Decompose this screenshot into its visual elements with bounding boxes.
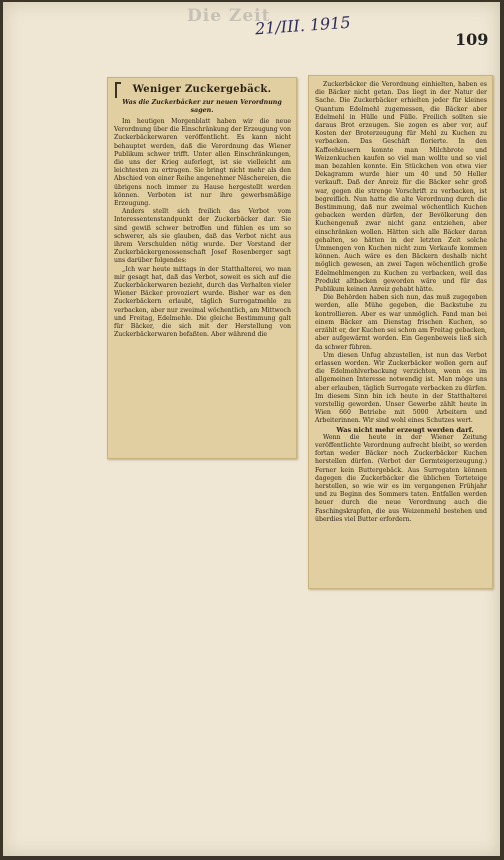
paragraph: Anders stellt sich freilich das Verbot vom Interessentenstandpunkt der Zuckerbäcker dar. Sie sind gewiß schwer betroffen und fühlen es um so schwerer, als sie glauben, daß das Verbot nicht aus ihrem Verschulden nötig wurde. Der Vorstand der Zuckerbäckergenossenschaft Josef Rosenberger sagt uns darüber folgendes: bbox=[114, 208, 291, 265]
article-column-right bbox=[315, 81, 487, 524]
handwritten-date-note: 21/III. 1915 bbox=[254, 12, 352, 39]
clipping-left bbox=[107, 77, 297, 459]
clipping-right bbox=[308, 75, 493, 589]
paragraph: „Ich war heute mittags in der Statthalterei, wo man mir gesagt hat, daß das Verbot, soweit es sich auf die Zuckerbäckerwaren bezieht, durch das Verhalten vieler Wiener Bäcker provoziert wurde. Bisher war es den Zuckerbäckern erlaubt, täglich Surrogatmehle zu verbacken, aber nur zweimal wöchentlich, am Mittwoch und Freitag, Edelmehle. Die gleiche Bestimmung galt für Bäcker, die sich mit der Herstellung von Zuckerbäckerwaren befaßten. Aber während die bbox=[114, 265, 291, 339]
article-title: Weniger Zuckergebäck. bbox=[132, 84, 272, 95]
article-subtitle: Was die Zuckerbäcker zur neuen Verordnung sagen. bbox=[122, 99, 282, 114]
newspaper-masthead: Die Zeit bbox=[187, 6, 271, 26]
article-column-left bbox=[114, 118, 291, 339]
paragraph: Zuckerbäcker die Verordnung einhielten, haben es die Bäcker nicht getan. Das liegt in der Natur der Sache. Die Zuckerbäcker erhielten jeder für kleines Quantum Edelmehl zugemessen, die Bäcker aber Edelmehl in Hülle und Fülle. Freilich sollten sie daraus Brot erzeugen. Sie zogen es aber vor, auf Kosten der Broterzeugung für Mehl zu Kuchen zu verbacken. Das Geschäft florierte. In den Kaffeehäusern konnte man Milchbrote und Weizenkuchen kaufen so viel man wollte und so viel man bezahlen konnte. Ein Stückchen von etwa vier Dekagramm wurde hier um 40 und 50 Heller verkauft. Daß der Anreiz für die Bäcker sehr groß war, gegen die strenge Vorschrift zu verbacken, ist begreiflich. Nun hatte die alte Verordnung durch die Bestimmung, daß nur zweimal wöchentlich Kuchen gebacken werden dürfen, der Bevölkerung den Kuchengenuß zwar nicht ganz entziehen, aber einschränken wollen. Hätten sich alle Bäcker daran gehalten, so hätten in der letzten Zeit solche Ummengen von Kuchen nicht zum Verkaufe kommen können. Auch wäre es den Bäckern deshalb nicht möglich gewesen, an zwei Tagen wöchentlich große Edelmehlmengen zu Kuchen zu verbacken, weil das Produkt altbacken geworden wäre und für das Publikum keinen Anreiz gehabt hätte. bbox=[315, 81, 487, 294]
paragraph: Um diesen Unfug abzustellen, ist nun das Verbot erlassen worden. Wir Zuckerbäcker wollen gern auf die Edelmehlverbackung verzichten, wenn es im allgemeinen Interesse notwendig ist. Man möge uns aber erlauben, täglich Surrogate verbacken zu dürfen. Im diesem Sinn bin ich heute in der Statthalterei vorstellig geworden. Unser Gewerbe zählt heute in Wien 660 Betriebe mit 5000 Arbeitern und Arbeiterinnen. Wir sind wohl eines Schutzes wert. bbox=[315, 351, 487, 425]
paragraph: Die Behörden haben sich nun, das muß zugegeben werden, alle Mühe gegeben, die Backstube zu kontrollieren. Aber es war unmöglich. Fand man bei einem Bäcker am Dienstag frischen Kuchen, so erzählt er, der Kuchen sei schon am Freitag gebacken, aber aufgewärmt worden. Ein Gegenbeweis ließ sich da schwer führen. bbox=[315, 294, 487, 351]
paragraph: Im heutigen Morgenblatt haben wir die neue Verordnung über die Einschränkung der Erzeugung von Zuckerbäckerwaren veröffentlicht. Es kann nicht behauptet werden, daß die Verordnung das Wiener Publikum schwer trifft. Unter allen Einschränkungen, die uns der Krieg auferlegt, ist sie vielleicht am leichtesten zu ertragen. Sie bringt nicht mehr als den Abschied von einer Reihe angenehmer Näschereien, die übrigens noch immer zu Hause hergestellt werden können. Verboten ist nur ihre gewerbsmäßige Erzeugung. bbox=[114, 118, 291, 208]
page-number: 109 bbox=[455, 30, 489, 49]
paragraph: Wenn die heute in der Wiener Zeitung veröffentlichte Verordnung aufrecht bleibt, so werden fortan weder Bäcker noch Zuckerbäcker Kuchen herstellen dürfen. (Verbot der Germteigerzeugung.) Ferner kein Buttergebäck. Aus Surrogaten können dagegen die Zuckerbäcker die üblichen Torteteige herstellen, so wie wir es im vergangenen Frühjahr und zu Beginn des Sommers taten. Entfallen werden heuer durch die neue Verordnung auch die Faschingskrapfen, die aus Weizenmehl bestehen und überdies viel Butter erfordern. bbox=[315, 433, 487, 523]
archive-sheet bbox=[3, 2, 500, 856]
section-subheading: Was nicht mehr erzeugt werden darf. bbox=[336, 425, 474, 434]
